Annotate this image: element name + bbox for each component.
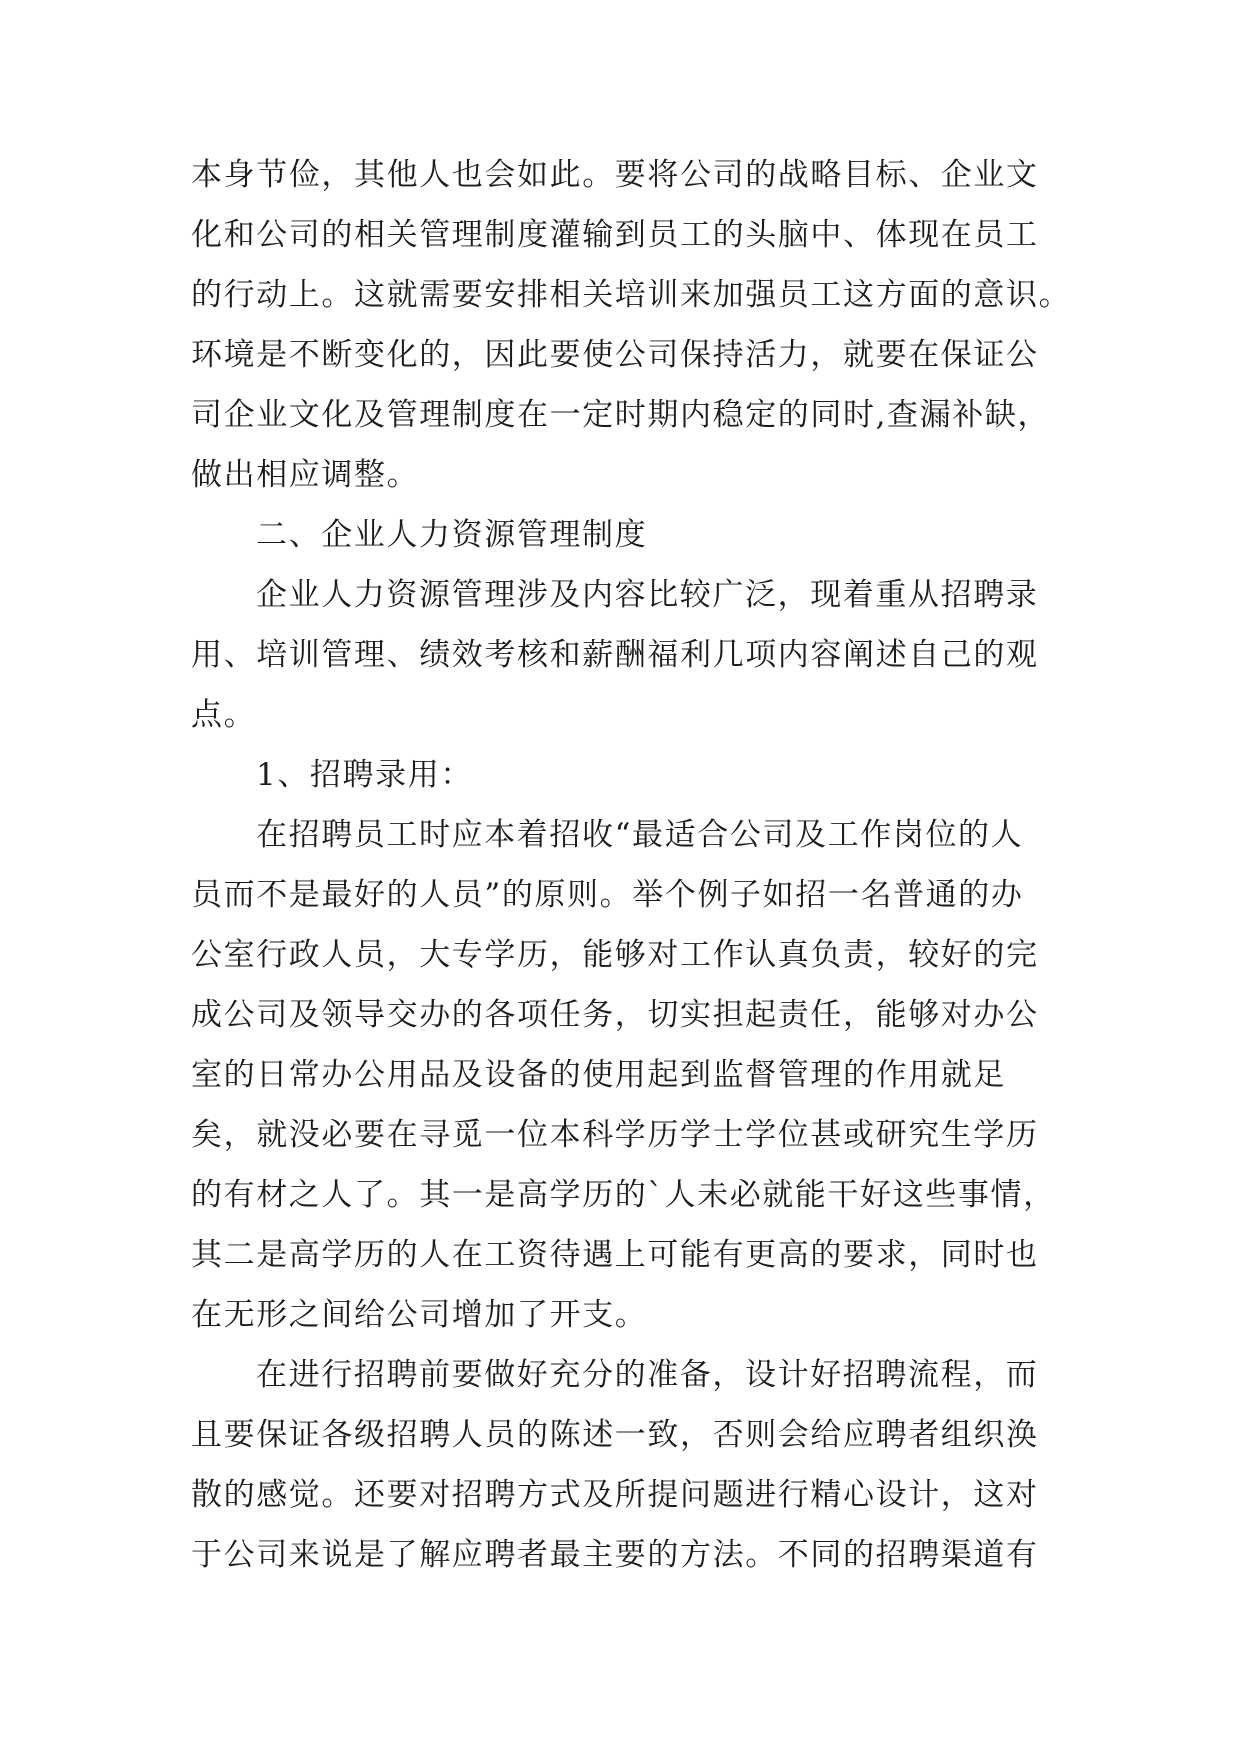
text-line: 的有材之人了。其一是高学历的`人未必就能干好这些事情， [191, 1177, 1056, 1213]
text-line: 成公司及领导交办的各项任务，切实担起责任，能够对办公 [191, 997, 1039, 1033]
text-line: 且要保证各级招聘人员的陈述一致，否则会给应聘者组织涣 [191, 1417, 1039, 1453]
text-line: 散的感觉。还要对招聘方式及所提问题进行精心设计，这对 [191, 1477, 1039, 1513]
section-heading: 二、企业人力资源管理制度 [256, 517, 648, 553]
text-line: 司企业文化及管理制度在一定时期内稳定的同时,查漏补缺， [191, 397, 1051, 433]
text-line: 在无形之间给公司增加了开支。 [191, 1297, 648, 1333]
text-line: 室的日常办公用品及设备的使用起到监督管理的作用就足 [191, 1057, 1006, 1093]
text-line: 矣，就没必要在寻觅一位本科学历学士学位甚或研究生学历 [191, 1117, 1039, 1153]
text-line: 点。 [191, 697, 257, 733]
text-line: 用、培训管理、绩效考核和薪酬福利几项内容阐述自己的观 [191, 637, 1039, 673]
text-line: 本身节俭，其他人也会如此。要将公司的战略目标、企业文 [191, 157, 1039, 193]
text-line: 于公司来说是了解应聘者最主要的方法。不同的招聘渠道有 [191, 1537, 1039, 1573]
text-line: 的行动上。这就需要安排相关培训来加强员工这方面的意识。 [191, 277, 1072, 313]
text-line: 在招聘员工时应本着招收“最适合公司及工作岗位的人 [256, 817, 1024, 853]
text-line: 化和公司的相关管理制度灌输到员工的头脑中、体现在员工 [191, 217, 1039, 253]
text-line: 公室行政人员，大专学历，能够对工作认真负责，较好的完 [191, 937, 1039, 973]
text-line: 做出相应调整。 [191, 457, 420, 493]
subsection-heading: 1、招聘录用： [256, 757, 473, 793]
text-line: 在进行招聘前要做好充分的准备，设计好招聘流程，而 [256, 1357, 1039, 1393]
text-line: 其二是高学历的人在工资待遇上可能有更高的要求，同时也 [191, 1237, 1039, 1273]
text-line: 企业人力资源管理涉及内容比较广泛，现着重从招聘录 [256, 577, 1039, 613]
text-line: 环境是不断变化的，因此要使公司保持活力，就要在保证公 [191, 337, 1039, 373]
text-line: 员而不是最好的人员”的原则。举个例子如招一名普通的办 [191, 877, 1024, 913]
